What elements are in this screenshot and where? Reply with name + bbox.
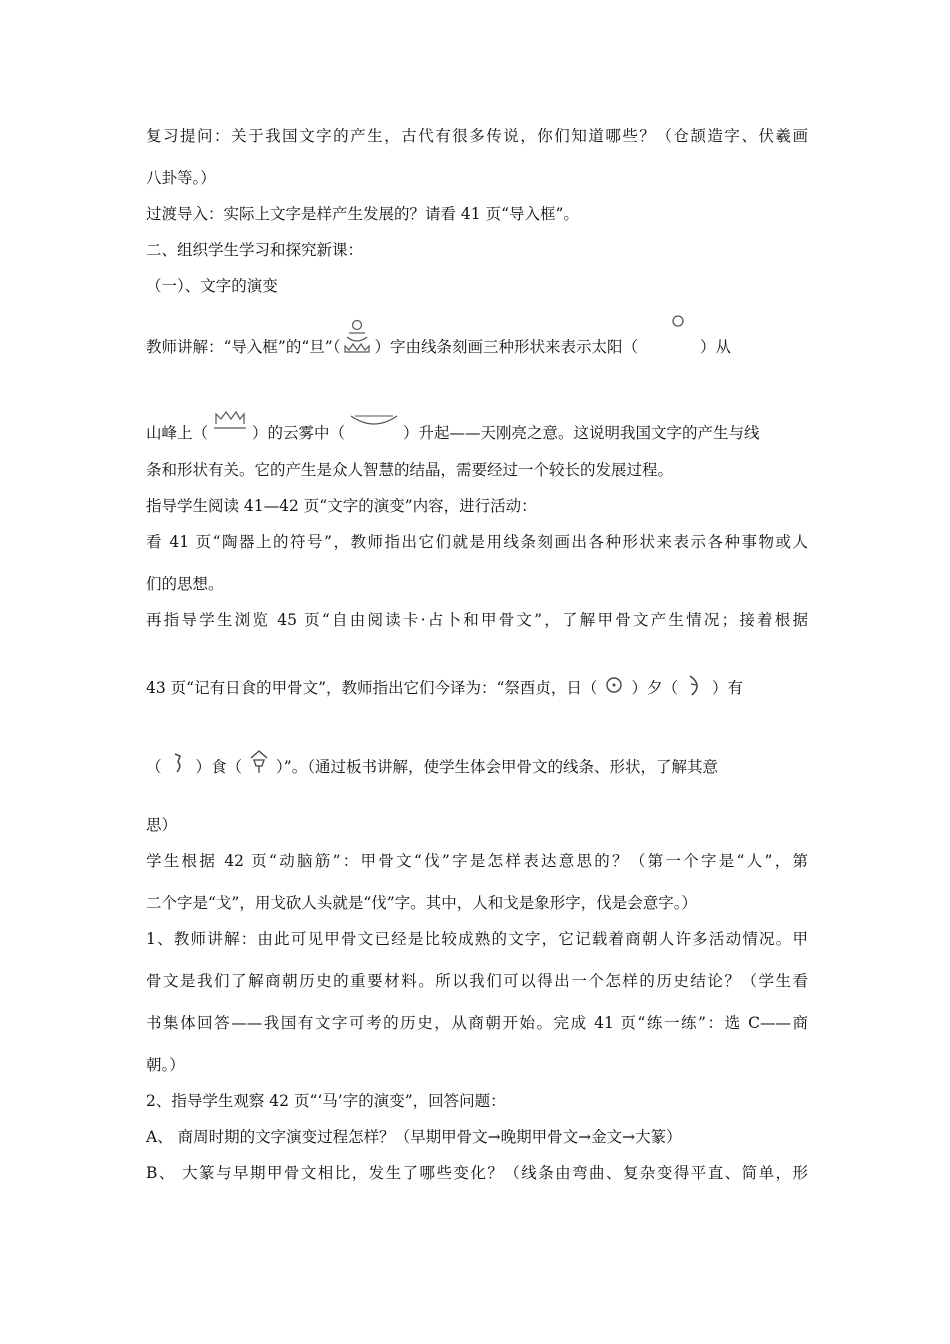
paragraph-point-1-cont: 骨文是我们了解商朝历史的重要材料。所以我们可以得出一个怎样的历史结论？（学生看 bbox=[146, 972, 808, 990]
mountain-glyph-icon bbox=[208, 424, 252, 444]
paragraph-review-question: 复习提问：关于我国文字的产生，古代有很多传说，你们知道哪些？（仓颉造字、伏羲画 bbox=[146, 127, 808, 145]
cloud-glyph-icon bbox=[345, 424, 403, 444]
text-segment: ）字由线条刻画三种形状来表示太阳（ bbox=[374, 338, 638, 356]
paragraph-guide-reading: 指导学生阅读 41—42 页“文字的演变”内容，进行活动： bbox=[146, 497, 537, 515]
oracle-shi-icon bbox=[242, 758, 276, 778]
paragraph-writing-origin: 条和形状有关。它的产生是众人智慧的结晶，需要经过一个较长的发展过程。 bbox=[146, 461, 674, 479]
paragraph-point-1: 1、教师讲解：由此可见甲骨文已经是比较成熟的文字，它记载着商朝人许多活动情况。甲 bbox=[146, 930, 808, 948]
text-segment: ）”。（通过板书讲解，使学生体会甲骨文的线条、形状，了解其意 bbox=[276, 758, 718, 776]
question-b: B、 大篆与早期甲骨文相比，发生了哪些变化？（线条由弯曲、复杂变得平直、简单，形 bbox=[146, 1164, 808, 1182]
sun-glyph-icon bbox=[638, 338, 700, 358]
text-segment: 43 页“记有日食的甲骨文”，教师指出它们今译为：“祭酉贞，日（ bbox=[146, 679, 598, 697]
paragraph-eclipse-end: 思） bbox=[146, 816, 178, 834]
text-segment: ）有 bbox=[711, 679, 743, 697]
paragraph-oracle-bones: 再指导学生浏览 45 页“自由阅读卡·占卜和甲骨文”，了解甲骨文产生情况；接着根据 bbox=[146, 611, 808, 629]
paragraph-pottery-symbols: 看 41 页“陶器上的符号”，教师指出它们就是用线条刻画出各种形状来表示各种事物或人 bbox=[146, 533, 808, 551]
question-a: A、 商周时期的文字演变过程怎样？（早期甲骨文→晚期甲骨文→金文→大篆） bbox=[146, 1128, 682, 1146]
text-segment: ）从 bbox=[699, 338, 731, 356]
oracle-sun-icon bbox=[597, 679, 631, 699]
text-segment: （ bbox=[146, 758, 162, 776]
text-segment: 教师讲解：“导入框”的“旦”（ bbox=[146, 338, 341, 356]
paragraph-think-question: 学生根据 42 页“动脑筋”：甲骨文“伐”字是怎样表达意思的？（第一个字是“人”，第 bbox=[146, 852, 808, 870]
paragraph-think-answer: 二个字是“戈”，用戈砍人头就是“伐”字。其中，人和戈是象形字，伐是会意字。） bbox=[146, 894, 697, 912]
paragraph-eclipse-translation-cont bbox=[146, 757, 808, 778]
subsection-heading: （一）、文字的演变 bbox=[146, 277, 278, 295]
paragraph-teacher-explain-2 bbox=[146, 423, 808, 444]
paragraph-point-1-cont2: 书集体回答——我国有文字可考的历史，从商朝开始。完成 41 页“练一练”：选 C——商 bbox=[146, 1014, 808, 1032]
text-segment: ）的云雾中（ bbox=[252, 424, 346, 442]
paragraph-point-1-end: 朝。） bbox=[146, 1056, 185, 1074]
paragraph-point-2: 2、指导学生观察 42 页“‘马’字的演变”，回答问题： bbox=[146, 1092, 506, 1110]
section-heading: 二、组织学生学习和探究新课： bbox=[146, 241, 364, 259]
oracle-moon-icon bbox=[678, 679, 712, 699]
text-segment: ）夕（ bbox=[631, 679, 678, 697]
paragraph-review-answer: 八卦等。） bbox=[146, 169, 216, 187]
paragraph-transition: 过渡导入：实际上文字是样产生发展的？请看 41 页“导入框”。 bbox=[146, 205, 579, 223]
text-segment: 山峰上（ bbox=[146, 424, 209, 442]
oracle-you-icon bbox=[162, 758, 196, 778]
paragraph-teacher-explain-1 bbox=[146, 337, 808, 358]
paragraph-pottery-symbols-cont: 们的思想。 bbox=[146, 575, 224, 593]
text-segment: ）升起——天刚亮之意。这说明我国文字的产生与线 bbox=[403, 424, 760, 442]
dan-character-icon bbox=[340, 338, 374, 358]
paragraph-eclipse-translation bbox=[146, 678, 808, 699]
text-segment: ）食（ bbox=[195, 758, 243, 776]
